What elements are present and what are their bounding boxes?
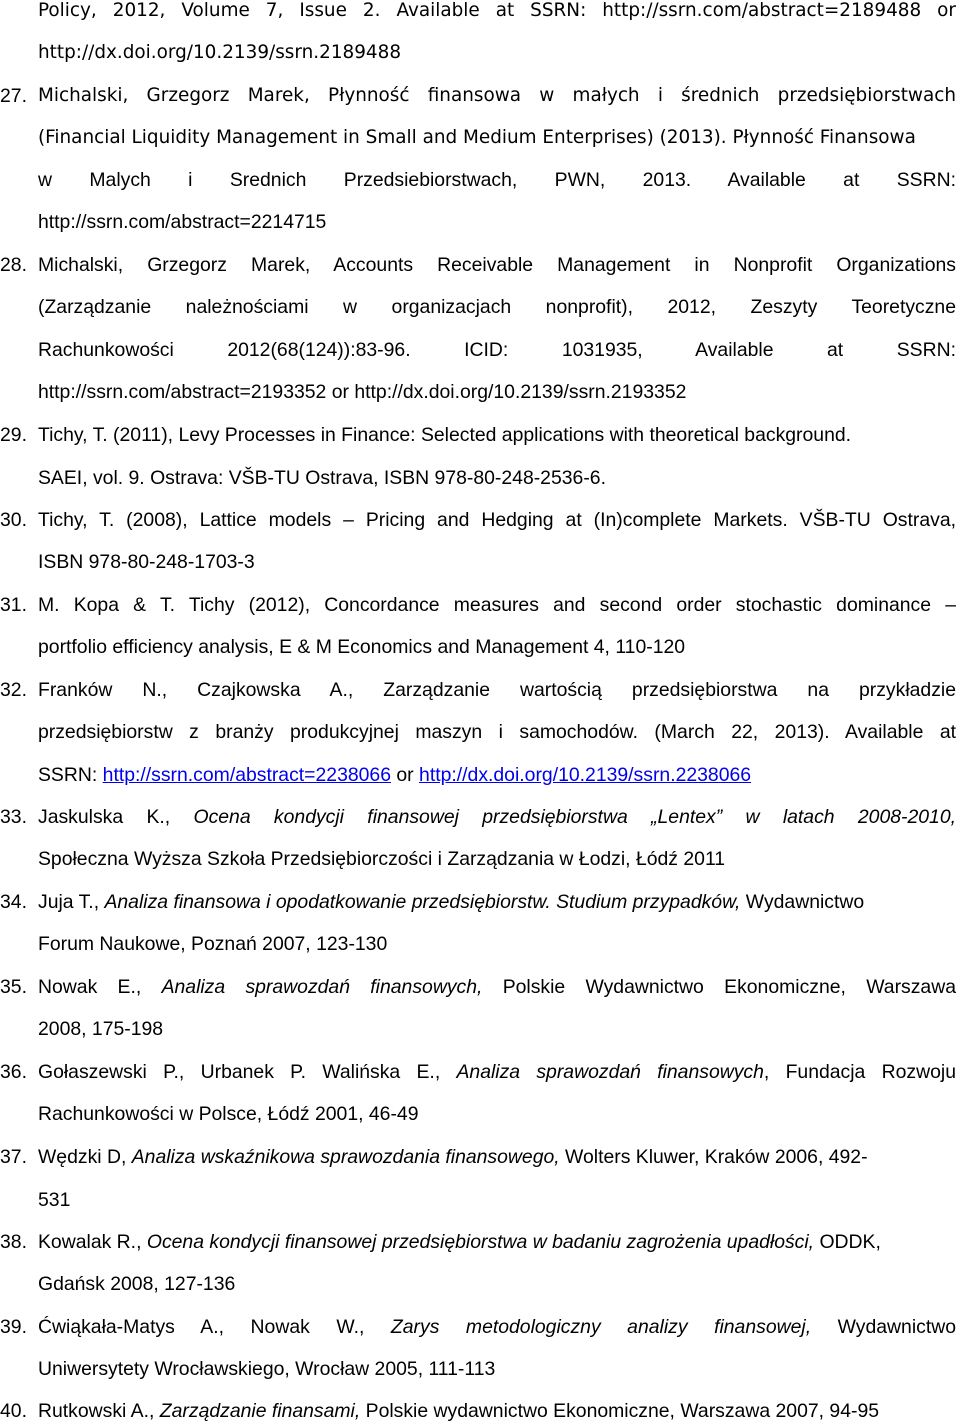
reference-line: Uniwersytety Wrocławskiego, Wrocław 2005, 111-113	[38, 1358, 496, 1380]
reference-line	[38, 1143, 868, 1171]
reference-line: Franków N., Czajkowska A., Zarządzanie wartością przedsiębiorstwa na przykładzie	[38, 679, 956, 701]
reference-line: 2008, 175-198	[38, 1018, 164, 1040]
reference-title: Ocena kondycji finansowej przedsiębiorstwa „Lentex” w latach 2008-2010,	[193, 806, 956, 828]
reference-line: (Zarządzanie należnościami w organizacjach nonprofit), 2012, Zeszyty Teoretyczne	[38, 296, 956, 318]
reference-author: Nowak E.,	[38, 976, 162, 998]
reference-number: 34.	[0, 891, 27, 913]
reference-number: 36.	[0, 1061, 27, 1083]
reference-author: Jaskulska K.,	[38, 806, 194, 828]
ssrn-abstract-link[interactable]: http://ssrn.com/abstract=2238066	[102, 764, 391, 786]
reference-line	[38, 973, 956, 1001]
reference-number: 31.	[0, 594, 27, 616]
reference-author: Rutkowski A.,	[38, 1400, 160, 1422]
reference-line: Rachunkowości 2012(68(124)):83-96. ICID: 1031935, Available at SSRN:	[38, 339, 956, 361]
reference-number: 39.	[0, 1316, 27, 1338]
reference-line: w Malych i Srednich Przedsiebiorstwach, PWN, 2013. Available at SSRN:	[38, 169, 956, 191]
reference-line: Tichy, T. (2008), Lattice models – Pricing and Hedging at (In)complete Markets. VŠB-TU Ostrava,	[38, 509, 956, 531]
reference-line: (Financial Liquidity Management in Small and Medium Enterprises) (2013). Płynność Finansowa	[38, 127, 916, 148]
reference-number: 28.	[0, 254, 27, 276]
reference-line: Michalski, Grzegorz Marek, Płynność finansowa w małych i średnich przedsiębiorstwach	[38, 85, 956, 106]
reference-author: Juja T.,	[38, 891, 105, 913]
reference-line: http://ssrn.com/abstract=2214715	[38, 211, 327, 233]
reference-number: 32.	[0, 679, 27, 701]
reference-number: 29.	[0, 424, 27, 446]
reference-title: Ocena kondycji finansowej przedsiębiorstwa w badaniu zagrożenia upadłości,	[146, 1231, 815, 1253]
reference-line: Forum Naukowe, Poznań 2007, 123-130	[38, 933, 388, 955]
reference-line	[38, 1397, 879, 1425]
reference-title: Zarys metodologiczny analizy finansowej,	[390, 1316, 812, 1338]
reference-line: Policy, 2012, Volume 7, Issue 2. Available at SSRN: http://ssrn.com/abstract=2189488 or	[38, 0, 956, 21]
reference-author: Wędzki D,	[38, 1146, 132, 1168]
reference-publisher: Polskie Wydawnictwo Ekonomiczne, Warszawa	[502, 976, 956, 998]
reference-number: 38.	[0, 1231, 27, 1253]
reference-title: Analiza wskaźnikowa sprawozdania finansowego,	[131, 1146, 560, 1168]
reference-line: Michalski, Grzegorz Marek, Accounts Receivable Management in Nonprofit Organizations	[38, 254, 956, 276]
reference-line: SAEI, vol. 9. Ostrava: VŠB-TU Ostrava, ISBN 978-80-248-2536-6.	[38, 467, 606, 489]
reference-line: ISBN 978-80-248-1703-3	[38, 551, 255, 573]
reference-publisher: Wydawnictwo	[837, 1316, 956, 1338]
reference-publisher: , Fundacja Rozwoju	[763, 1061, 956, 1083]
reference-line: M. Kopa & T. Tichy (2012), Concordance measures and second order stochastic dominance –	[38, 594, 956, 616]
reference-number: 33.	[0, 806, 27, 828]
reference-line: Społeczna Wyższa Szkoła Przedsiębiorczości i Zarządzania w Łodzi, Łódź 2011	[38, 848, 726, 870]
reference-title: Analiza sprawozdań finansowych,	[161, 976, 483, 998]
reference-number: 27.	[0, 85, 27, 107]
reference-line	[38, 1228, 881, 1256]
reference-number: 30.	[0, 509, 27, 531]
reference-title: Zarządzanie finansami,	[159, 1400, 361, 1422]
reference-line	[38, 803, 956, 831]
reference-title: Analiza finansowa i opodatkowanie przedsiębiorstw. Studium przypadków,	[104, 891, 741, 913]
reference-line: przedsiębiorstw z branży produkcyjnej maszyn i samochodów. (March 22, 2013). Available at	[38, 721, 956, 743]
reference-text: SSRN:	[38, 764, 103, 786]
reference-number: 40.	[0, 1400, 27, 1422]
reference-line: http://dx.doi.org/10.2139/ssrn.2189488	[38, 42, 402, 63]
reference-publisher: Polskie wydawnictwo Ekonomiczne, Warszawa 2007, 94-95	[360, 1400, 880, 1422]
reference-author: Gołaszewski P., Urbanek P. Walińska E.,	[38, 1061, 457, 1083]
reference-author: Kowalak R.,	[38, 1231, 147, 1253]
reference-author: Ćwiąkała-Matys A., Nowak W.,	[38, 1316, 391, 1338]
reference-line: Gdańsk 2008, 127-136	[38, 1273, 236, 1295]
reference-line: http://ssrn.com/abstract=2193352 or http://dx.doi.org/10.2139/ssrn.2193352	[38, 381, 687, 403]
reference-publisher: Wydawnictwo	[740, 891, 865, 913]
reference-number: 35.	[0, 976, 27, 998]
reference-line: portfolio efficiency analysis, E & M Economics and Management 4, 110-120	[38, 636, 686, 658]
reference-publisher: ODDK,	[814, 1231, 881, 1253]
reference-title: Analiza sprawozdań finansowych	[456, 1061, 764, 1083]
reference-publisher: Wolters Kluwer, Kraków 2006, 492-	[559, 1146, 868, 1168]
reference-line	[38, 761, 751, 789]
reference-line	[38, 888, 864, 916]
reference-text: or	[391, 764, 420, 786]
reference-line: Tichy, T. (2011), Levy Processes in Finance: Selected applications with theoretical background.	[38, 424, 852, 446]
doi-link[interactable]: http://dx.doi.org/10.2139/ssrn.2238066	[419, 764, 752, 786]
reference-line: 531	[38, 1189, 71, 1211]
reference-line	[38, 1313, 956, 1341]
reference-line: Rachunkowości w Polsce, Łódź 2001, 46-49	[38, 1103, 419, 1125]
reference-line	[38, 1058, 956, 1086]
reference-number: 37.	[0, 1146, 27, 1168]
